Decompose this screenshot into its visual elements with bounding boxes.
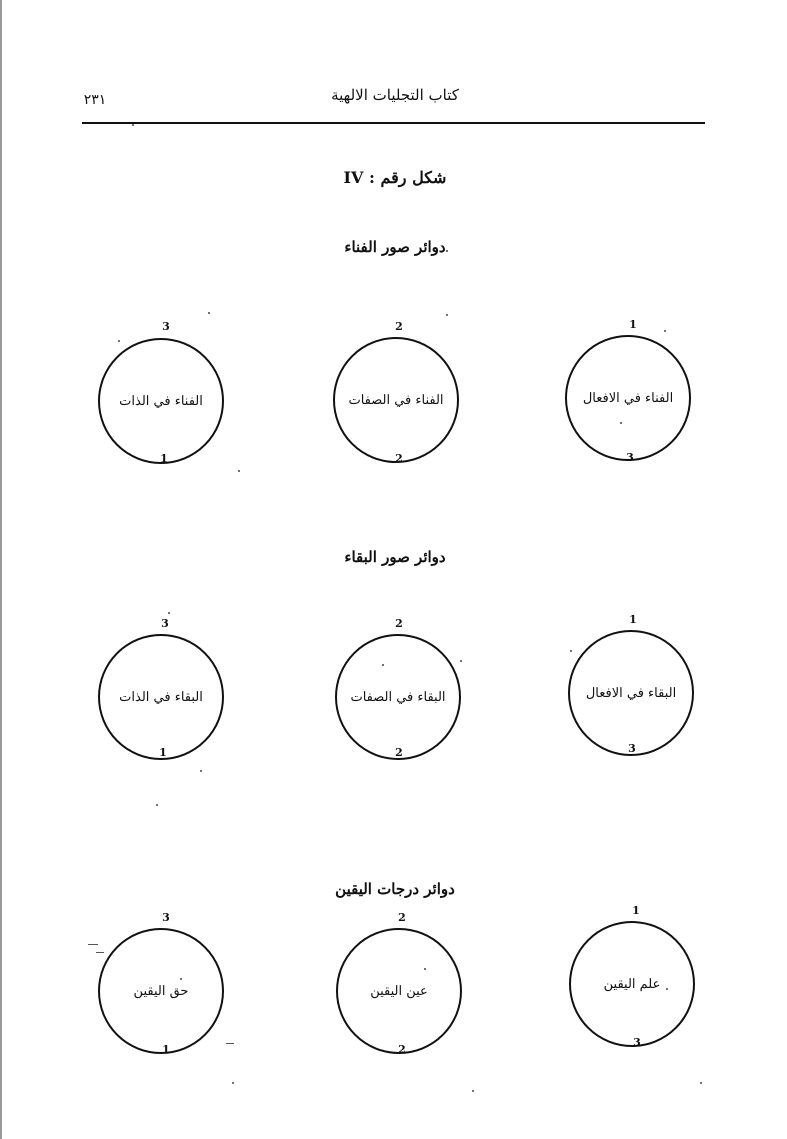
circle-label: علم اليقين — [603, 976, 661, 992]
page-number: ٢٣١ — [83, 92, 107, 108]
circle-top-number: 1 — [629, 613, 637, 626]
scan-mark — [96, 952, 104, 953]
header-title: كتاب التجليات الالهية — [331, 86, 459, 104]
scan-speck — [118, 340, 120, 342]
circle-top-number: 2 — [398, 911, 406, 924]
circle-label: البقاء في الصفات — [350, 689, 446, 705]
circle-baqaa-afal — [568, 630, 694, 756]
circle-top-number: 3 — [162, 320, 170, 333]
section-title-fanaa: دوائر صور الفناء — [344, 238, 446, 256]
circle-ayn-yaqin — [336, 928, 462, 1054]
scan-speck — [460, 660, 462, 662]
circle-label: الفناء في الافعال — [582, 390, 674, 406]
circle-bottom-number: 3 — [626, 451, 634, 464]
scan-speck — [232, 1082, 234, 1084]
circle-fanaa-afal — [565, 335, 691, 461]
circle-top-number: 2 — [395, 320, 403, 333]
scan-speck — [168, 612, 170, 614]
circle-bottom-number: 2 — [395, 746, 403, 759]
circle-top-number: 3 — [161, 617, 169, 630]
circle-baqaa-sifat — [335, 634, 461, 760]
circle-label: البقاء في الذات — [119, 689, 203, 705]
scan-speck — [208, 312, 210, 314]
circle-bottom-number: 2 — [395, 452, 403, 465]
scan-speck — [200, 770, 202, 772]
circle-label: عين اليقين — [370, 983, 428, 999]
circle-bottom-number: 3 — [633, 1036, 641, 1049]
circle-bottom-number: 3 — [628, 742, 636, 755]
figure-label: شكل رقم : IV — [343, 168, 447, 187]
scan-speck — [238, 470, 240, 472]
section-title-yaqin: دوائر درجات اليقين — [335, 880, 455, 898]
scan-mark — [226, 1043, 234, 1044]
circle-bottom-number: 2 — [398, 1043, 406, 1056]
circle-top-number: 1 — [632, 904, 640, 917]
scan-speck — [180, 978, 182, 980]
circle-baqaa-dhat — [98, 634, 224, 760]
circle-label: الفناء في الصفات — [348, 392, 444, 408]
circle-top-number: 3 — [162, 911, 170, 924]
scan-speck — [472, 1090, 474, 1092]
circle-bottom-number: 1 — [160, 452, 168, 465]
scan-speck — [424, 968, 426, 970]
circle-haqq-yaqin — [98, 928, 224, 1054]
circle-top-number: 2 — [395, 617, 403, 630]
circle-top-number: 1 — [629, 318, 637, 331]
circle-label: الفناء في الذات — [119, 393, 203, 409]
scan-speck — [382, 664, 384, 666]
circle-fanaa-dhat — [98, 338, 224, 464]
circle-label: البقاء في الافعال — [585, 685, 677, 701]
scan-speck — [700, 1082, 702, 1084]
circle-ilm-yaqin — [569, 921, 695, 1047]
scan-speck — [446, 314, 448, 316]
scan-speck — [132, 124, 134, 126]
header-rule — [82, 122, 705, 124]
section-title-baqaa: دوائر صور البقاء — [344, 548, 446, 566]
scan-speck — [156, 804, 158, 806]
page-edge — [0, 0, 2, 1139]
scan-mark — [88, 944, 98, 945]
scan-speck — [620, 422, 622, 424]
scan-speck — [570, 650, 572, 652]
scan-speck — [664, 330, 666, 332]
circle-bottom-number: 1 — [159, 746, 167, 759]
scan-speck — [446, 250, 448, 252]
scan-speck — [666, 988, 668, 990]
circle-label: حق اليقين — [133, 983, 189, 999]
circle-bottom-number: 1 — [162, 1043, 170, 1056]
circle-fanaa-sifat — [333, 337, 459, 463]
